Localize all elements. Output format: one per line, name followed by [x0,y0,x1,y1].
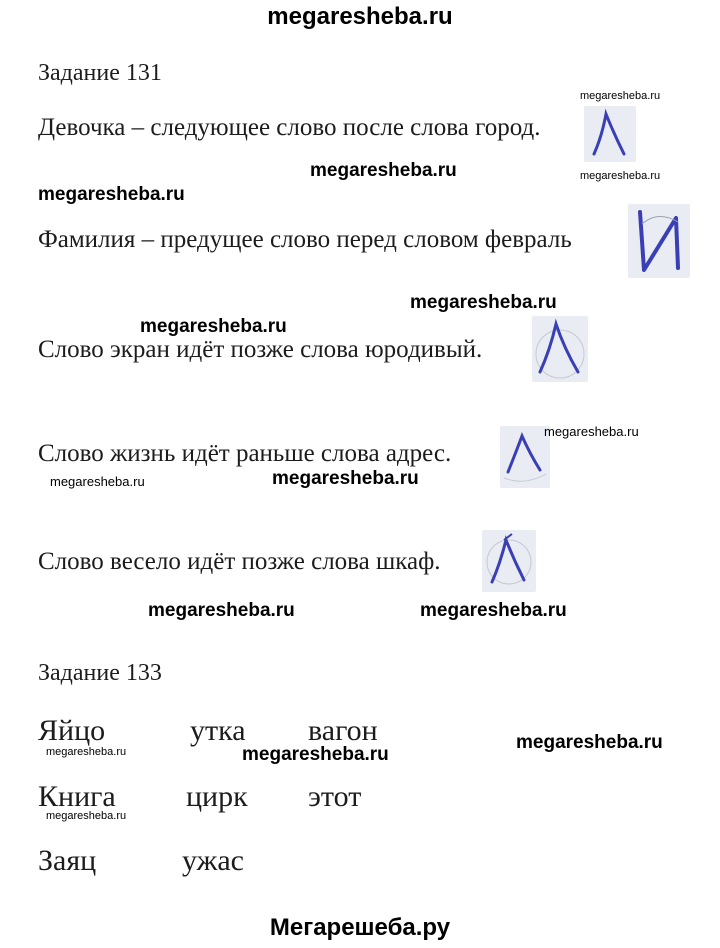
word-row3-col1: Заяц [38,844,97,877]
watermark-big-7: megaresheba.ru [420,600,567,621]
watermark-big-9: megaresheba.ru [516,732,663,753]
answer-letter-2-image [628,204,690,278]
watermark-big-4: megaresheba.ru [140,316,287,337]
watermark-small-3: megaresheba.ru [544,424,639,439]
word-row1-col2: утка [190,714,246,747]
answer-letter-1-image [584,106,636,162]
word-row2-col3: этот [308,780,362,813]
watermark-big-1: megaresheba.ru [310,160,457,181]
header-watermark: megaresheba.ru [267,3,453,30]
task-131-title: Задание 131 [38,60,162,86]
watermark-small-2: megaresheba.ru [580,170,661,182]
task-131-line-4: Слово жизнь идёт раньше слова адрес. [38,440,452,467]
watermark-small-5: megaresheba.ru [46,746,127,758]
word-row3-col2: ужас [182,844,244,877]
answer-letter-4-image [500,426,550,488]
watermark-small-4: megaresheba.ru [50,474,145,489]
task-131-line-2: Фамилия – предущее слово перед словом февраль [38,226,572,253]
answer-letter-5-image [482,530,536,592]
task-131-line-5: Слово весело идёт позже слова шкаф. [38,548,441,575]
task-133-title: Задание 133 [38,660,162,686]
watermark-big-5: megaresheba.ru [272,468,419,489]
watermark-big-3: megaresheba.ru [410,292,557,313]
word-row1-col3: вагон [308,714,378,747]
watermark-small-6: megaresheba.ru [46,810,127,822]
watermark-big-2: megaresheba.ru [38,184,185,205]
word-row2-col2: цирк [186,780,248,813]
watermark-big-6: megaresheba.ru [148,600,295,621]
footer-watermark: Мегарешеба.ру [269,914,451,941]
word-row1-col1: Яйцо [38,714,106,747]
word-row2-col1: Книга [38,780,116,813]
answer-letter-3-image [532,316,588,382]
task-131-line-3: Слово экран идёт позже слова юродивый. [38,336,483,363]
watermark-small-1: megaresheba.ru [580,90,661,102]
task-131-line-1: Девочка – следующее слово после слова город. [38,114,541,141]
watermark-big-8: megaresheba.ru [242,744,389,765]
